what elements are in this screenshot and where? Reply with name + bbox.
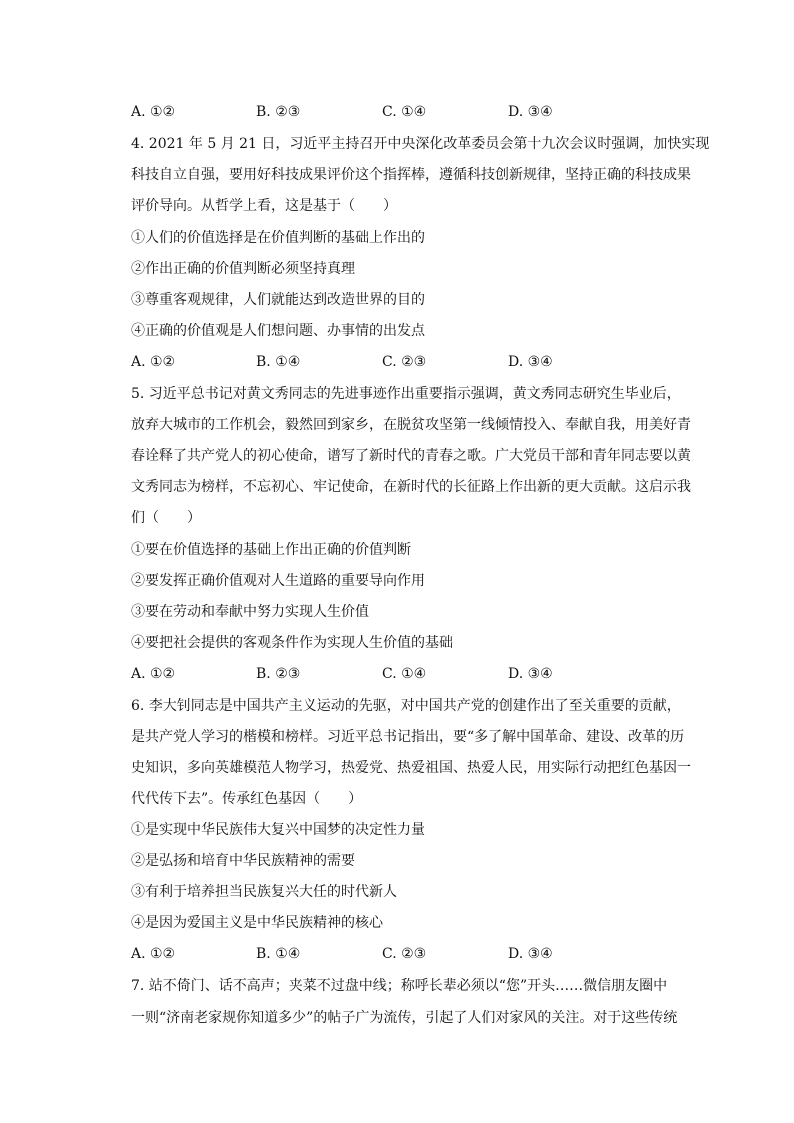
q5-statement-4: ④要把社会提供的客观条件作为实现人生价值的基础 — [131, 635, 453, 651]
q6-stem-line-2: 是共产党人学习的楷模和榜样。习近平总书记指出，要“多了解中国革命、建设、改革的历 — [131, 729, 685, 745]
q3-options — [131, 102, 651, 122]
q5-option-d: D. ③④ — [508, 666, 553, 682]
q5-statement-2: ②要发挥正确价值观对人生道路的重要导向作用 — [131, 573, 425, 589]
q4-statement-3: ③尊重客观规律，人们就能达到改造世界的目的 — [131, 292, 425, 308]
q5-stem-line-4: 文秀同志为榜样，不忘初心、牢记使命，在新时代的长征路上作出新的更大贡献。这启示我 — [131, 479, 691, 495]
q4-stem-line-1: 4. 2021 年 5 月 21 日，习近平主持召开中央深化改革委员会第十九次会议时强调，加快实现 — [131, 136, 710, 152]
q6-option-b: B. ①④ — [256, 946, 301, 962]
q6-stem-line-3: 史知识，多向英雄模范人物学习，热爱党、热爱祖国、热爱人民，用实际行动把红色基因一 — [131, 760, 691, 776]
q4-stem-line-2: 科技自立自强，要用好科技成果评价这个指挥棒，遵循科技创新规律，坚持正确的科技成果 — [131, 167, 691, 183]
q5-statement-1: ①要在价值选择的基础上作出正确的价值判断 — [131, 542, 411, 558]
q6-option-a: A. ①② — [131, 946, 176, 962]
q6-statement-3: ③有利于培养担当民族复兴大任的时代新人 — [131, 884, 397, 900]
q6-statement-2: ②是弘扬和培育中华民族精神的需要 — [131, 853, 355, 869]
q5-stem-line-2: 放弃大城市的工作机会，毅然回到家乡，在脱贫攻坚第一线倾情投入、奉献自我，用美好青 — [131, 417, 691, 433]
q6-stem-line-4: 代代传下去”。传承红色基因（ ） — [131, 791, 363, 807]
q7-stem-line-1: 7. 站不倚门、话不高声；夹菜不过盘中线；称呼长辈必须以“您”开头……微信朋友圈中 — [131, 978, 668, 994]
q5-option-b: B. ②③ — [256, 666, 301, 682]
q5-stem-line-3: 春诠释了共产党人的初心使命，谱写了新时代的青春之歌。广大党员干部和青年同志要以黄 — [131, 448, 691, 464]
q4-option-c: C. ②③ — [382, 354, 427, 370]
q6-options — [131, 944, 651, 964]
q6-option-c: C. ②③ — [382, 946, 427, 962]
q4-option-d: D. ③④ — [508, 354, 553, 370]
q5-stem-line-1: 5. 习近平总书记对黄文秀同志的先进事迹作出重要指示强调，黄文秀同志研究生毕业后， — [131, 386, 681, 402]
q4-stem-line-3: 评价导向。从哲学上看，这是基于（ ） — [131, 198, 397, 214]
q3-option-d: D. ③④ — [508, 104, 553, 120]
q4-statement-4: ④正确的价值观是人们想问题、办事情的出发点 — [131, 323, 425, 339]
q5-option-a: A. ①② — [131, 666, 176, 682]
q4-options — [131, 352, 651, 372]
q3-option-b: B. ②③ — [256, 104, 301, 120]
q6-statement-1: ①是实现中华民族伟大复兴中国梦的决定性力量 — [131, 822, 425, 838]
q5-statement-3: ③要在劳动和奉献中努力实现人生价值 — [131, 604, 369, 620]
q4-statement-1: ①人们的价值选择是在价值判断的基础上作出的 — [131, 230, 425, 246]
q3-option-c: C. ①④ — [382, 104, 427, 120]
q6-stem-line-1: 6. 李大钊同志是中国共产主义运动的先驱，对中国共产党的创建作出了至关重要的贡献， — [131, 698, 681, 714]
q4-statement-2: ②作出正确的价值判断必须坚持真理 — [131, 261, 355, 277]
q5-options — [131, 664, 651, 684]
q5-stem-line-5: 们（ ） — [131, 510, 201, 526]
q7-stem-line-2: 一则“济南老家规你知道多少”的帖子广为流传，引起了人们对家风的关注。对于这些传统 — [131, 1010, 678, 1026]
q6-option-d: D. ③④ — [508, 946, 553, 962]
q6-statement-4: ④是因为爱国主义是中华民族精神的核心 — [131, 915, 383, 931]
q3-option-a: A. ①② — [131, 104, 176, 120]
q4-option-a: A. ①② — [131, 354, 176, 370]
q5-option-c: C. ①④ — [382, 666, 427, 682]
q4-option-b: B. ①④ — [256, 354, 301, 370]
